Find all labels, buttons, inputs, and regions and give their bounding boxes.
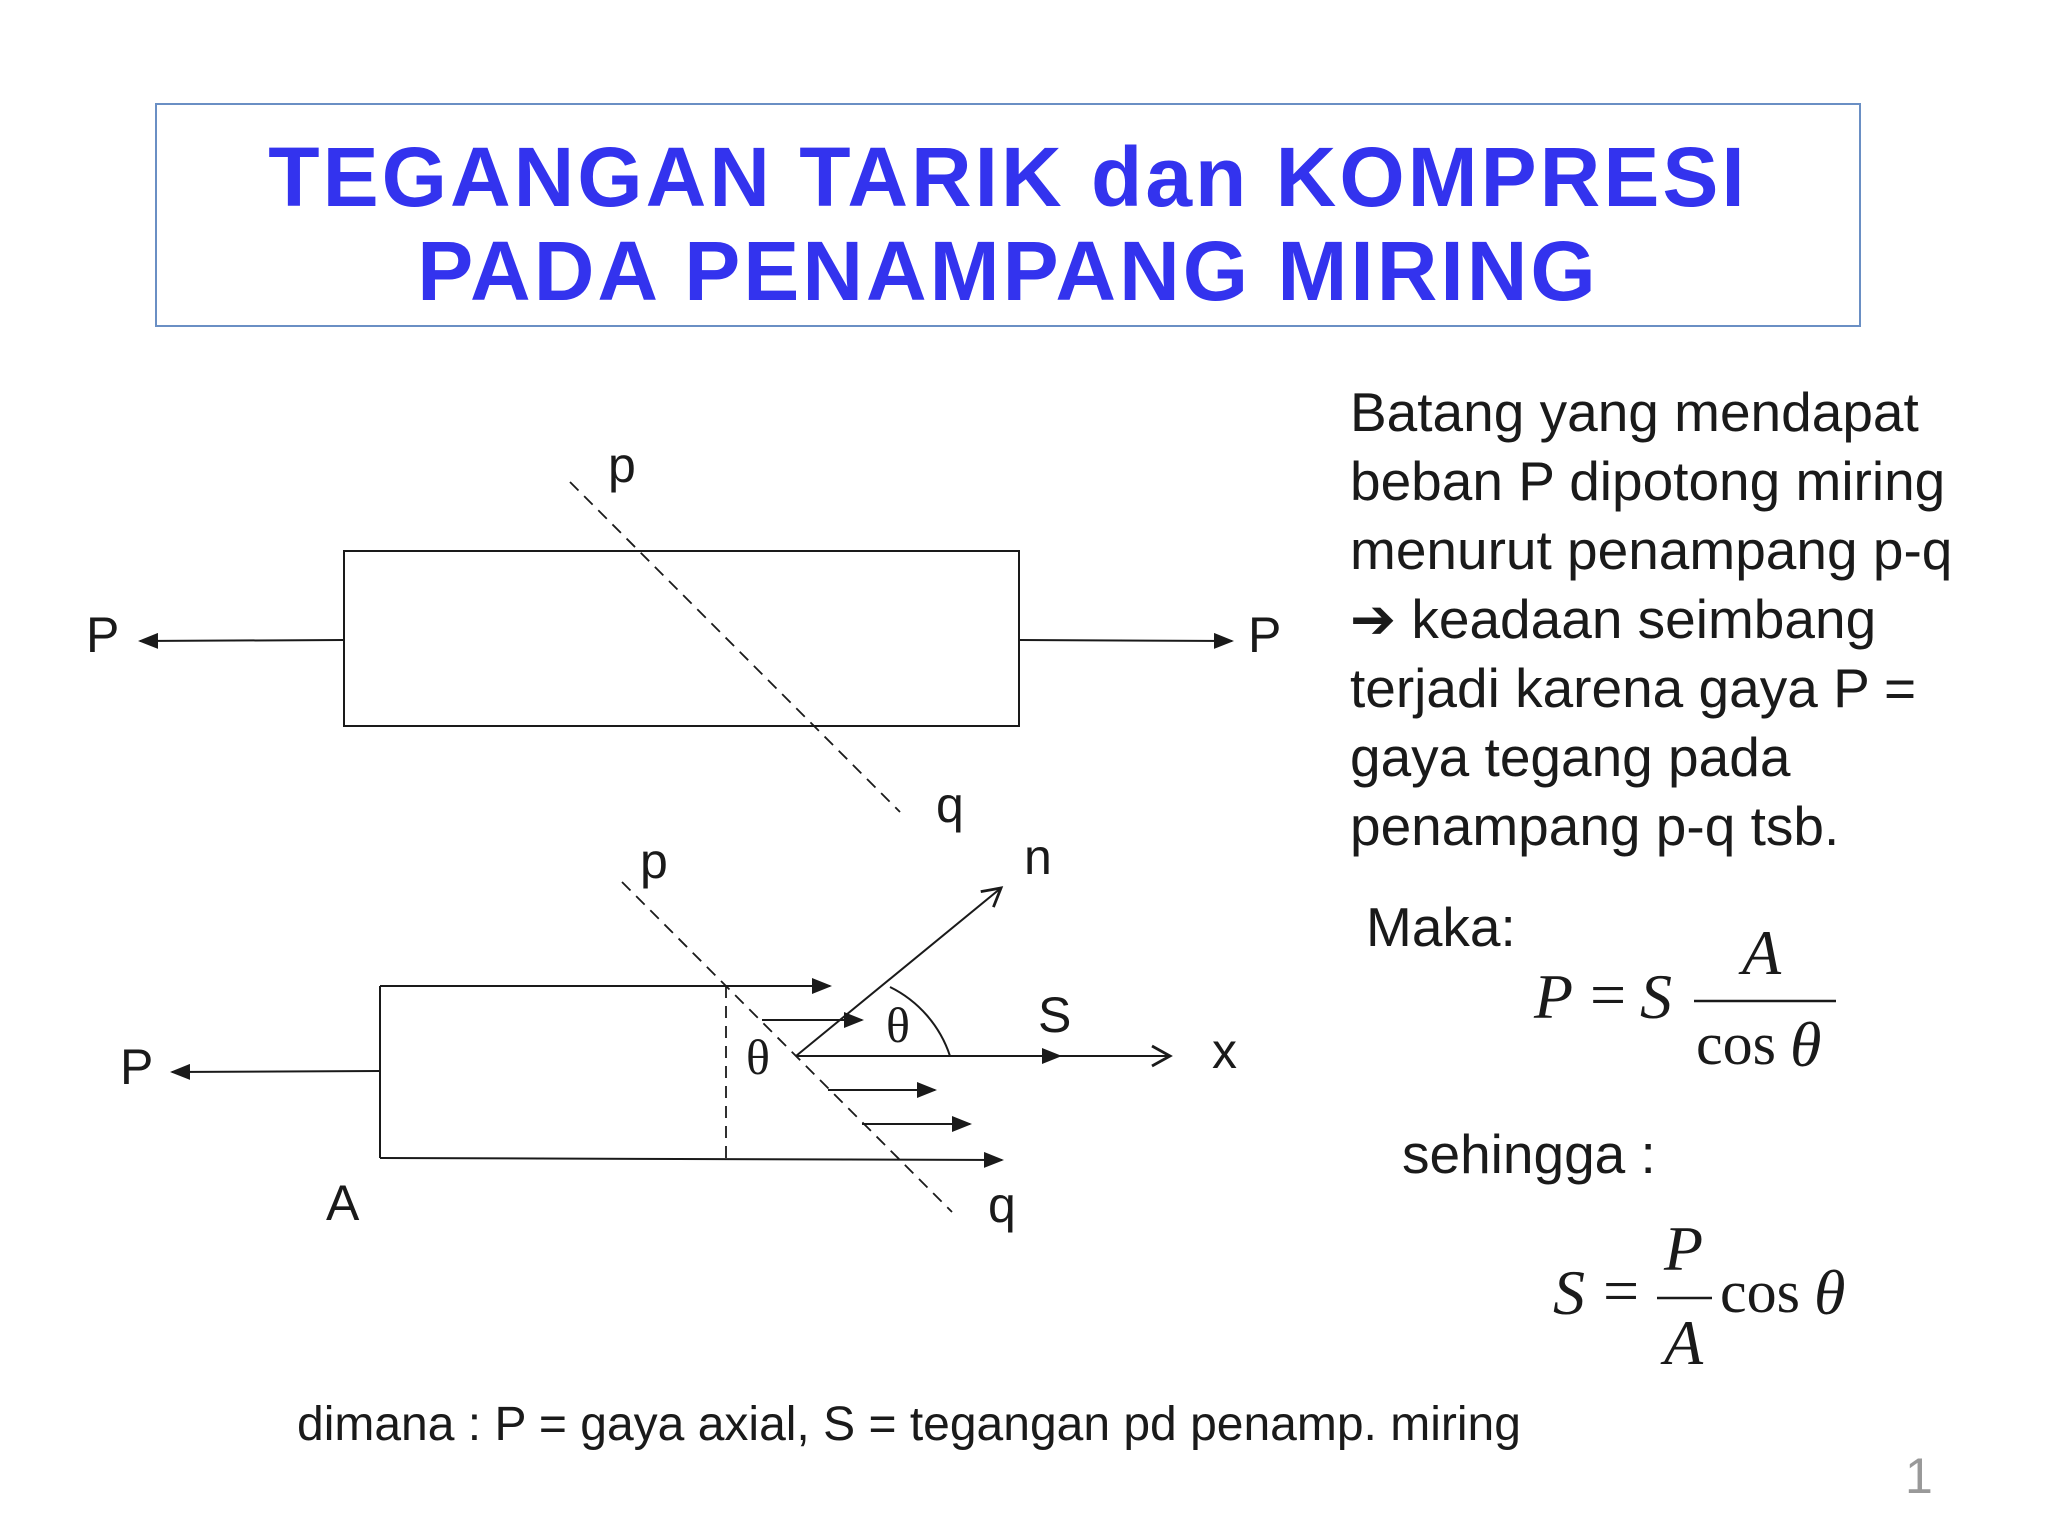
theta-inner-label: θ <box>746 1029 770 1085</box>
top-force-left-arrow <box>140 640 344 641</box>
description-text <box>1350 378 2010 861</box>
title-line-2: PADA PENAMPANG MIRING <box>417 224 1599 318</box>
sehingga-label: sehingga : <box>1402 1123 1656 1185</box>
page-number: 1 <box>1905 1448 1933 1504</box>
top-label-force-right: P <box>1248 607 1282 663</box>
eq2-func: cos <box>1720 1259 1800 1325</box>
eq2-lhs: S <box>1553 1257 1585 1328</box>
eq1-lhs: P <box>1534 961 1574 1032</box>
title-line-1: TEGANGAN TARIK dan KOMPRESI <box>268 130 1748 224</box>
maka-label: Maka: <box>1366 896 1516 958</box>
description-line-1: Batang yang mendapat <box>1350 381 1919 443</box>
arrow-right-icon: ➔ <box>1350 588 1397 650</box>
top-force-right-arrow <box>1019 640 1232 641</box>
top-label-force-left: P <box>86 607 120 663</box>
bottom-label-s: S <box>1038 987 1072 1043</box>
eq2-denominator: A <box>1664 1307 1704 1378</box>
eq1-numerator: A <box>1742 917 1782 988</box>
eq1-equals: = <box>1590 959 1627 1030</box>
bottom-label-force-left: P <box>120 1039 154 1095</box>
top-diagram <box>86 437 1281 833</box>
bottom-label-x: x <box>1212 1023 1237 1079</box>
bottom-label-q: q <box>988 1177 1016 1233</box>
eq1-s: S <box>1640 961 1672 1032</box>
top-bar <box>344 551 1019 726</box>
description-line-7: penampang p-q tsb. <box>1350 795 1840 857</box>
theta-outer-label: θ <box>886 997 910 1053</box>
top-label-p: p <box>608 437 636 493</box>
bottom-label-p: p <box>640 833 668 889</box>
top-label-q: q <box>936 777 964 833</box>
eq1-denominator-var: θ <box>1790 1009 1822 1080</box>
bar-bottom-edge-arrow <box>380 1158 1002 1160</box>
bottom-diagram <box>120 829 1237 1233</box>
footer-note: dimana : P = gaya axial, S = tegangan pd penamp. miring <box>297 1398 1521 1451</box>
description-line-5: terjadi karena gaya P = <box>1350 657 1917 719</box>
description-line-4-text: keadaan seimbang <box>1411 588 1877 650</box>
top-section-line-pq <box>570 482 900 812</box>
description-line-3: menurut penampang p-q <box>1350 519 1953 581</box>
description-line-2: beban P dipotong miring <box>1350 450 1946 512</box>
bottom-force-left-arrow <box>172 1071 380 1072</box>
eq2-var: θ <box>1814 1257 1846 1328</box>
eq2-numerator: P <box>1664 1213 1704 1284</box>
eq2-equals: = <box>1603 1255 1640 1326</box>
description-line-6: gaya tegang pada <box>1350 726 1791 788</box>
description-line-4 <box>1350 585 2010 654</box>
eq1-denominator-func: cos <box>1696 1011 1776 1077</box>
bottom-label-n: n <box>1024 829 1052 885</box>
bottom-label-a: A <box>326 1175 360 1231</box>
